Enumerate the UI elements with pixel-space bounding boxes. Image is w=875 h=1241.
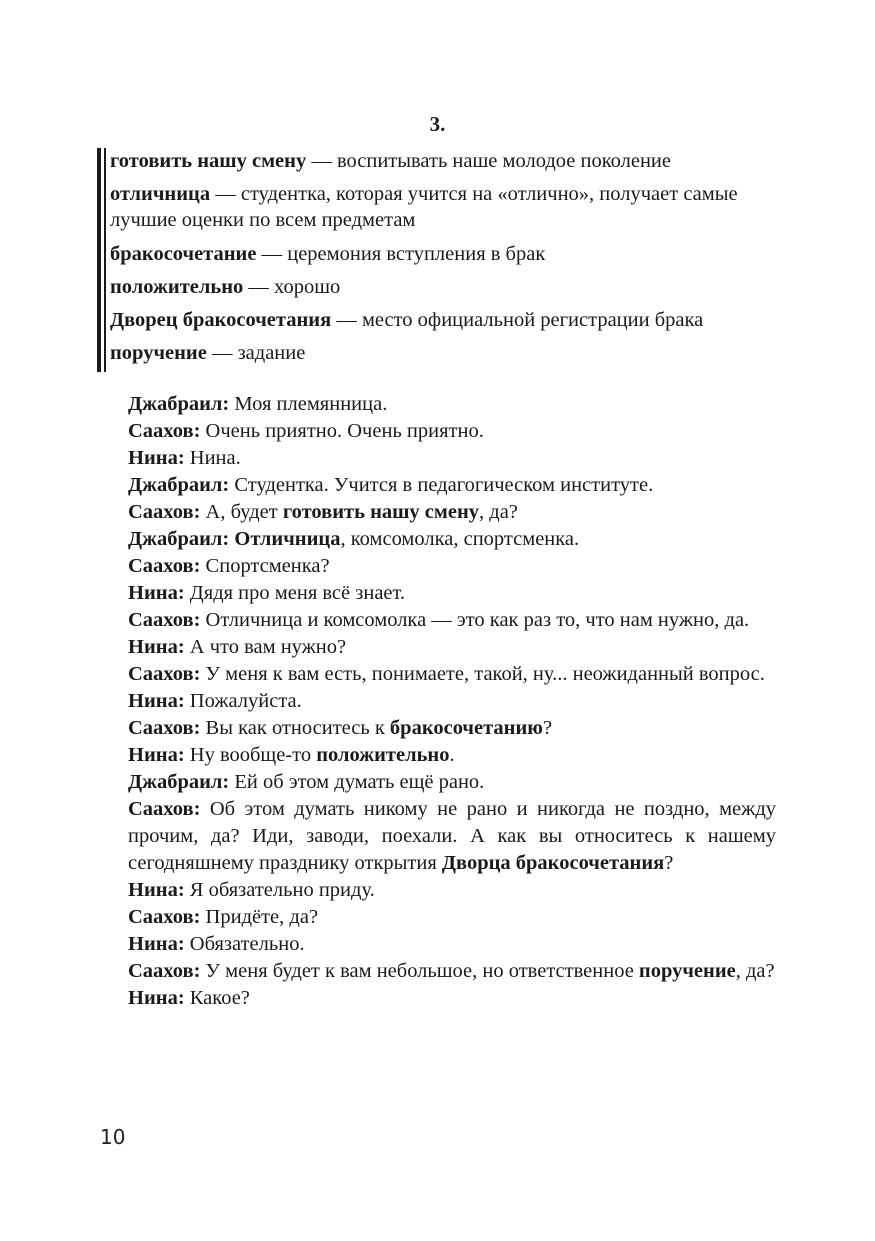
- speaker-name: Нина:: [128, 636, 185, 658]
- vocabulary-border-thick: [97, 148, 101, 372]
- dialogue-text: Придёте, да?: [205, 906, 319, 928]
- dialogue-line: [128, 985, 776, 1012]
- dialogue-text: Отличница и комсомолка — это как раз то, что нам нужно, да.: [205, 609, 750, 631]
- vocabulary-definition: место официальной регистрации брака: [361, 309, 704, 331]
- speaker-name: Джабраил:: [128, 393, 230, 415]
- section-number: 3.: [429, 112, 446, 136]
- dialogue-text: , да?: [735, 960, 775, 982]
- speaker-name: Саахов:: [128, 609, 201, 631]
- vocabulary-highlight: Дворца бракосочетания: [441, 852, 665, 874]
- dialogue-text: Ну вообще-то: [189, 744, 317, 766]
- speaker-name: Нина:: [128, 690, 185, 712]
- dialogue-line: [128, 499, 776, 526]
- dialogue: [128, 391, 776, 1012]
- dialogue-text: Какое?: [189, 987, 250, 1009]
- dialogue-line: [128, 742, 776, 769]
- dialogue-text: Студентка. Учится в педагогическом институте.: [234, 474, 654, 496]
- dialogue-line: [128, 580, 776, 607]
- dialogue-line: [128, 877, 776, 904]
- speaker-name: Джабраил:: [128, 771, 230, 793]
- vocabulary-border-thin: [104, 148, 106, 372]
- dialogue-line: [128, 553, 776, 580]
- dialogue-line: [128, 445, 776, 472]
- vocabulary-definition: воспитывать наше молодое поколение: [336, 150, 671, 172]
- dialogue-text: Дядя про меня всё знает.: [189, 582, 406, 604]
- dialogue-line: [128, 769, 776, 796]
- dialogue-text: ?: [664, 852, 674, 874]
- dialogue-line: [128, 661, 776, 688]
- vocabulary-definition: задание: [237, 342, 306, 364]
- vocabulary-highlight: готовить нашу смену: [282, 501, 480, 523]
- speaker-name: Саахов:: [128, 663, 201, 685]
- speaker-name: Саахов:: [128, 798, 201, 820]
- vocabulary-term: готовить нашу смену: [110, 150, 307, 172]
- dialogue-line: [128, 931, 776, 958]
- dialogue-text: Я обязательно приду.: [189, 879, 375, 901]
- vocabulary-highlight: бракосочетанию: [389, 717, 543, 739]
- speaker-name: Саахов:: [128, 906, 201, 928]
- dialogue-text: А, будет: [205, 501, 283, 523]
- dialogue-line: [128, 472, 776, 499]
- vocabulary-term: Дворец бракосочетания: [110, 309, 332, 331]
- vocabulary-entry: Дворец бракосочетания — место официальной регистрации брака: [110, 309, 704, 331]
- dialogue-text: , да?: [479, 501, 518, 523]
- speaker-name: Джабраил:: [128, 474, 230, 496]
- speaker-name: Нина:: [128, 879, 185, 901]
- vocabulary-entry: бракосочетание — церемония вступления в брак: [110, 243, 546, 265]
- dialogue-line: [128, 607, 776, 634]
- page-number: 10: [100, 1125, 126, 1149]
- vocabulary-highlight: Отличница: [234, 528, 341, 550]
- speaker-name: Саахов:: [128, 960, 201, 982]
- dialogue-line: [128, 715, 776, 742]
- dialogue-text: Обязательно.: [189, 933, 305, 955]
- dialogue-line: [128, 904, 776, 931]
- speaker-name: Нина:: [128, 987, 185, 1009]
- vocabulary-highlight: положительно: [316, 744, 450, 766]
- speaker-name: Саахов:: [128, 717, 201, 739]
- dialogue-text: Пожалуйста.: [189, 690, 302, 712]
- dialogue-text: Нина.: [189, 447, 241, 469]
- dialogue-text: У меня к вам есть, понимаете, такой, ну... неожиданный вопрос.: [205, 663, 765, 685]
- speaker-name: Нина:: [128, 933, 185, 955]
- speaker-name: Нина:: [128, 582, 185, 604]
- dialogue-text: , комсомолка, спортсменка.: [340, 528, 580, 550]
- vocabulary-term: поручение: [110, 342, 207, 364]
- vocabulary-definition: студентка, которая учится на «отлично», получает самые лучшие оценки по всем предметам: [110, 183, 738, 231]
- vocabulary-term: бракосочетание: [110, 243, 257, 265]
- vocabulary-term: отличница: [110, 183, 211, 205]
- speaker-name: Саахов:: [128, 555, 201, 577]
- dialogue-line: [128, 796, 776, 877]
- vocabulary-term: положительно: [110, 276, 244, 298]
- dialogue-text: У меня будет к вам небольшое, но ответственное: [205, 960, 639, 982]
- dialogue-text: А что вам нужно?: [189, 636, 347, 658]
- dialogue-text: ?: [542, 717, 553, 739]
- dialogue-text: Ей об этом думать ещё рано.: [234, 771, 485, 793]
- vocabulary-entry: отличница — студентка, которая учится на «отлично», получает самые лучшие оценки по всем предметам: [110, 183, 738, 231]
- vocabulary-definition: церемония вступления в брак: [287, 243, 546, 265]
- speaker-name: Нина:: [128, 447, 185, 469]
- dialogue-text: Об этом думать никому не рано и никогда не поздно, между прочим, да? Иди, заводи, поехали. А как вы относитесь к нашему сегодняшнему празднику открытия: [128, 798, 776, 874]
- dialogue-text: Спортсменка?: [205, 555, 330, 577]
- dialogue-text: Очень приятно. Очень приятно.: [205, 420, 484, 442]
- speaker-name: Саахов:: [128, 420, 201, 442]
- dialogue-line: [128, 958, 776, 985]
- dialogue-line: [128, 418, 776, 445]
- dialogue-line: [128, 688, 776, 715]
- dialogue-line: [128, 526, 776, 553]
- speaker-name: Джабраил:: [128, 528, 230, 550]
- dialogue-line: [128, 634, 776, 661]
- dialogue-line: [128, 391, 776, 418]
- dialogue-text: Моя племянница.: [234, 393, 388, 415]
- vocabulary-entry: поручение — задание: [110, 342, 306, 364]
- dialogue-text: .: [449, 744, 455, 766]
- speaker-name: Саахов:: [128, 501, 201, 523]
- vocabulary-entry: положительно — хорошо: [110, 276, 341, 298]
- dialogue-text: Вы как относитесь к: [205, 717, 390, 739]
- vocabulary-highlight: поручение: [638, 960, 736, 982]
- speaker-name: Нина:: [128, 744, 185, 766]
- vocabulary-definition: хорошо: [274, 276, 341, 298]
- vocabulary-entry: готовить нашу смену — воспитывать наше молодое поколение: [110, 150, 671, 172]
